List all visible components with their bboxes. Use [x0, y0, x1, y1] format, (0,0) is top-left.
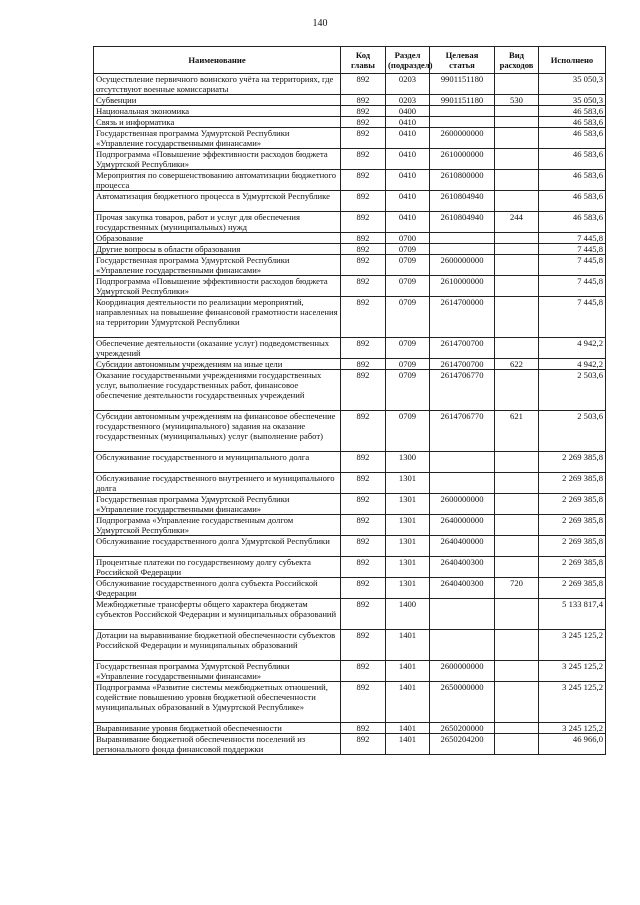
- budget-execution-table: [93, 46, 606, 755]
- cell-executed: 35 050,3: [539, 74, 606, 95]
- table-row: [94, 338, 606, 359]
- cell-section: 1401: [386, 734, 430, 755]
- cell-code: 892: [341, 599, 386, 630]
- table-row: [94, 734, 606, 755]
- cell-target: 2640400000: [430, 536, 495, 557]
- cell-section: 0709: [386, 255, 430, 276]
- cell-kind: [495, 630, 539, 661]
- cell-code: 892: [341, 338, 386, 359]
- cell-section: 1301: [386, 578, 430, 599]
- cell-section: 1401: [386, 723, 430, 734]
- table-row: [94, 297, 606, 338]
- cell-code: 892: [341, 297, 386, 338]
- cell-section: 1401: [386, 682, 430, 723]
- cell-name: Обеспечение деятельности (оказание услуг) подведомственных учреждений: [94, 338, 341, 359]
- cell-name: Государственная программа Удмуртской Республики «Управление государственными финансами»: [94, 255, 341, 276]
- cell-kind: [495, 536, 539, 557]
- cell-name: Координация деятельности по реализации мероприятий, направленных на повышение финансовой грамотности населения на территории Удмуртской Республики: [94, 297, 341, 338]
- cell-target: 2610800000: [430, 170, 495, 191]
- table-row: [94, 106, 606, 117]
- table-row: [94, 370, 606, 411]
- cell-executed: 2 269 385,8: [539, 494, 606, 515]
- cell-name: Обслуживание государственного долга Удмуртской Республики: [94, 536, 341, 557]
- cell-code: 892: [341, 212, 386, 233]
- table-row: [94, 170, 606, 191]
- cell-code: 892: [341, 411, 386, 452]
- cell-target: [430, 599, 495, 630]
- cell-executed: 46 583,6: [539, 191, 606, 212]
- cell-executed: 2 269 385,8: [539, 557, 606, 578]
- cell-target: 2600000000: [430, 661, 495, 682]
- cell-executed: 5 133 817,4: [539, 599, 606, 630]
- cell-kind: [495, 170, 539, 191]
- cell-executed: 46 583,6: [539, 149, 606, 170]
- cell-name: Мероприятия по совершенствованию автоматизации бюджетного процесса: [94, 170, 341, 191]
- cell-target: 2640000000: [430, 515, 495, 536]
- cell-section: 0410: [386, 149, 430, 170]
- table-row: [94, 411, 606, 452]
- table-row: [94, 191, 606, 212]
- cell-executed: 3 245 125,2: [539, 723, 606, 734]
- cell-executed: 2 503,6: [539, 370, 606, 411]
- cell-kind: [495, 723, 539, 734]
- cell-section: 0410: [386, 170, 430, 191]
- cell-target: 2600000000: [430, 128, 495, 149]
- cell-kind: 530: [495, 95, 539, 106]
- cell-target: 2614700700: [430, 359, 495, 370]
- cell-section: 0203: [386, 74, 430, 95]
- cell-name: Подпрограмма «Управление государственным долгом Удмуртской Республики»: [94, 515, 341, 536]
- cell-section: 1301: [386, 494, 430, 515]
- cell-kind: [495, 599, 539, 630]
- table-row: [94, 682, 606, 723]
- cell-code: 892: [341, 191, 386, 212]
- cell-target: 2600000000: [430, 494, 495, 515]
- table-row: [94, 128, 606, 149]
- cell-name: Обслуживание государственного внутреннего и муниципального долга: [94, 473, 341, 494]
- cell-target: 2614706770: [430, 370, 495, 411]
- cell-kind: [495, 233, 539, 244]
- cell-name: Прочая закупка товаров, работ и услуг для обеспечения государственных (муниципальных) нужд: [94, 212, 341, 233]
- table-row: [94, 473, 606, 494]
- cell-section: 0410: [386, 117, 430, 128]
- cell-section: 0709: [386, 338, 430, 359]
- cell-kind: [495, 370, 539, 411]
- cell-target: 2600000000: [430, 255, 495, 276]
- cell-target: 2614700700: [430, 338, 495, 359]
- cell-code: 892: [341, 233, 386, 244]
- cell-code: 892: [341, 276, 386, 297]
- table-body: [94, 74, 606, 755]
- cell-code: 892: [341, 723, 386, 734]
- table-row: [94, 117, 606, 128]
- cell-code: 892: [341, 149, 386, 170]
- cell-target: [430, 630, 495, 661]
- cell-section: 1301: [386, 473, 430, 494]
- cell-target: 2614700000: [430, 297, 495, 338]
- cell-name: Субсидии автономным учреждениям на иные цели: [94, 359, 341, 370]
- cell-section: 0400: [386, 106, 430, 117]
- table-row: [94, 359, 606, 370]
- cell-executed: 7 445,8: [539, 255, 606, 276]
- cell-section: 0709: [386, 244, 430, 255]
- cell-kind: [495, 117, 539, 128]
- cell-section: 0410: [386, 191, 430, 212]
- cell-name: Процентные платежи по государственному долгу субъекта Российской Федерации: [94, 557, 341, 578]
- cell-executed: 2 269 385,8: [539, 536, 606, 557]
- cell-executed: 2 503,6: [539, 411, 606, 452]
- cell-executed: 7 445,8: [539, 276, 606, 297]
- cell-executed: 4 942,2: [539, 359, 606, 370]
- cell-executed: 46 583,6: [539, 128, 606, 149]
- table-row: [94, 276, 606, 297]
- table-row: [94, 630, 606, 661]
- table-row: [94, 255, 606, 276]
- cell-executed: 2 269 385,8: [539, 578, 606, 599]
- cell-executed: 46 583,6: [539, 117, 606, 128]
- cell-name: Обслуживание государственного и муниципального долга: [94, 452, 341, 473]
- cell-target: 2610000000: [430, 149, 495, 170]
- cell-kind: [495, 452, 539, 473]
- cell-kind: [495, 128, 539, 149]
- header-section: Раздел (подраздел): [386, 47, 430, 74]
- cell-name: Субвенции: [94, 95, 341, 106]
- header-code: Код главы: [341, 47, 386, 74]
- cell-target: 2650204200: [430, 734, 495, 755]
- cell-code: 892: [341, 117, 386, 128]
- cell-executed: 3 245 125,2: [539, 661, 606, 682]
- table-row: [94, 212, 606, 233]
- cell-section: 1301: [386, 515, 430, 536]
- cell-target: 2640400300: [430, 557, 495, 578]
- cell-kind: [495, 74, 539, 95]
- table-row: [94, 557, 606, 578]
- table-row: [94, 149, 606, 170]
- cell-code: 892: [341, 452, 386, 473]
- cell-name: Национальная экономика: [94, 106, 341, 117]
- cell-kind: 621: [495, 411, 539, 452]
- header-kind: Вид расходов: [495, 47, 539, 74]
- cell-kind: 622: [495, 359, 539, 370]
- cell-name: Обслуживание государственного долга субъекта Российской Федерации: [94, 578, 341, 599]
- header-target: Целевая статья: [430, 47, 495, 74]
- cell-section: 1400: [386, 599, 430, 630]
- cell-name: Подпрограмма «Повышение эффективности расходов бюджета Удмуртской Республики»: [94, 276, 341, 297]
- cell-name: Государственная программа Удмуртской Республики «Управление государственными финансами»: [94, 661, 341, 682]
- cell-section: 1401: [386, 661, 430, 682]
- cell-code: 892: [341, 515, 386, 536]
- cell-code: 892: [341, 74, 386, 95]
- cell-code: 892: [341, 682, 386, 723]
- cell-code: 892: [341, 661, 386, 682]
- cell-kind: [495, 255, 539, 276]
- cell-code: 892: [341, 473, 386, 494]
- cell-target: 9901151180: [430, 74, 495, 95]
- cell-name: Государственная программа Удмуртской Республики «Управление государственными финансами»: [94, 128, 341, 149]
- cell-code: 892: [341, 734, 386, 755]
- cell-name: Выравнивание уровня бюджетной обеспеченности: [94, 723, 341, 734]
- cell-target: [430, 473, 495, 494]
- cell-kind: [495, 276, 539, 297]
- cell-section: 1401: [386, 630, 430, 661]
- cell-section: 1301: [386, 536, 430, 557]
- table-row: [94, 233, 606, 244]
- cell-executed: 2 269 385,8: [539, 452, 606, 473]
- cell-section: 0709: [386, 411, 430, 452]
- cell-executed: 46 583,6: [539, 170, 606, 191]
- cell-target: 2614706770: [430, 411, 495, 452]
- cell-kind: [495, 682, 539, 723]
- header-executed: Исполнено: [539, 47, 606, 74]
- cell-code: 892: [341, 106, 386, 117]
- cell-executed: 46 583,6: [539, 106, 606, 117]
- cell-executed: 4 942,2: [539, 338, 606, 359]
- cell-target: 2610000000: [430, 276, 495, 297]
- cell-name: Осуществление первичного воинского учёта на территориях, где отсутствуют военные комиссариаты: [94, 74, 341, 95]
- page-number: 140: [312, 18, 328, 29]
- cell-kind: [495, 473, 539, 494]
- cell-target: 2650000000: [430, 682, 495, 723]
- cell-executed: 7 445,8: [539, 297, 606, 338]
- cell-target: 2610804940: [430, 212, 495, 233]
- cell-code: 892: [341, 255, 386, 276]
- cell-name: Субсидии автономным учреждениям на финансовое обеспечение государственного (муниципального) задания на оказание государственных (муниципальных) услуг (выполнение работ): [94, 411, 341, 452]
- cell-executed: 46 966,0: [539, 734, 606, 755]
- cell-section: 0203: [386, 95, 430, 106]
- cell-code: 892: [341, 370, 386, 411]
- cell-kind: 244: [495, 212, 539, 233]
- cell-name: Другие вопросы в области образования: [94, 244, 341, 255]
- cell-kind: [495, 149, 539, 170]
- cell-name: Автоматизация бюджетного процесса в Удмуртской Республике: [94, 191, 341, 212]
- cell-executed: 7 445,8: [539, 244, 606, 255]
- cell-code: 892: [341, 630, 386, 661]
- cell-executed: 7 445,8: [539, 233, 606, 244]
- cell-executed: 46 583,6: [539, 212, 606, 233]
- cell-section: 0709: [386, 297, 430, 338]
- cell-kind: [495, 244, 539, 255]
- cell-name: Оказание государственными учреждениями государственных услуг, выполнение государственных работ, финансовое обеспечение деятельности государственных учреждений: [94, 370, 341, 411]
- cell-kind: 720: [495, 578, 539, 599]
- table-row: [94, 599, 606, 630]
- cell-executed: 35 050,3: [539, 95, 606, 106]
- cell-name: Государственная программа Удмуртской Республики «Управление государственными финансами»: [94, 494, 341, 515]
- cell-executed: 3 245 125,2: [539, 682, 606, 723]
- cell-section: 0410: [386, 128, 430, 149]
- cell-executed: 2 269 385,8: [539, 515, 606, 536]
- table-row: [94, 578, 606, 599]
- cell-kind: [495, 494, 539, 515]
- table-row: [94, 452, 606, 473]
- table-row: [94, 515, 606, 536]
- cell-section: 0700: [386, 233, 430, 244]
- cell-code: 892: [341, 170, 386, 191]
- table-row: [94, 723, 606, 734]
- cell-executed: 2 269 385,8: [539, 473, 606, 494]
- cell-section: 0709: [386, 276, 430, 297]
- cell-target: [430, 233, 495, 244]
- cell-code: 892: [341, 95, 386, 106]
- cell-code: 892: [341, 359, 386, 370]
- cell-target: 2650200000: [430, 723, 495, 734]
- cell-kind: [495, 734, 539, 755]
- cell-target: [430, 106, 495, 117]
- cell-code: 892: [341, 536, 386, 557]
- table-row: [94, 74, 606, 95]
- cell-section: 0410: [386, 212, 430, 233]
- cell-code: 892: [341, 494, 386, 515]
- cell-kind: [495, 106, 539, 117]
- cell-section: 0709: [386, 370, 430, 411]
- table-row: [94, 661, 606, 682]
- cell-name: Подпрограмма «Повышение эффективности расходов бюджета Удмуртской Республики»: [94, 149, 341, 170]
- cell-executed: 3 245 125,2: [539, 630, 606, 661]
- table-row: [94, 494, 606, 515]
- cell-section: 0709: [386, 359, 430, 370]
- table-row: [94, 536, 606, 557]
- cell-name: Дотации на выравнивание бюджетной обеспеченности субъектов Российской Федерации и муниципальных образований: [94, 630, 341, 661]
- table-header-row: [94, 47, 606, 74]
- cell-name: Образование: [94, 233, 341, 244]
- cell-name: Выравнивание бюджетной обеспеченности поселений из регионального фонда финансовой поддержки: [94, 734, 341, 755]
- cell-target: [430, 117, 495, 128]
- cell-kind: [495, 191, 539, 212]
- cell-target: [430, 452, 495, 473]
- cell-name: Межбюджетные трансферты общего характера бюджетам субъектов Российской Федерации и муниципальных образований: [94, 599, 341, 630]
- cell-section: 1301: [386, 557, 430, 578]
- cell-kind: [495, 557, 539, 578]
- cell-kind: [495, 515, 539, 536]
- cell-kind: [495, 297, 539, 338]
- cell-target: 2640400300: [430, 578, 495, 599]
- cell-code: 892: [341, 578, 386, 599]
- cell-target: 9901151180: [430, 95, 495, 106]
- cell-name: Подпрограмма «Развитие системы межбюджетных отношений, содействие повышению уровня бюджетной обеспеченности муниципальных образований в Удмуртской Республике»: [94, 682, 341, 723]
- table-row: [94, 244, 606, 255]
- cell-section: 1300: [386, 452, 430, 473]
- cell-code: 892: [341, 128, 386, 149]
- cell-name: Связь и информатика: [94, 117, 341, 128]
- table-row: [94, 95, 606, 106]
- cell-target: [430, 244, 495, 255]
- cell-code: 892: [341, 557, 386, 578]
- cell-kind: [495, 338, 539, 359]
- header-name: Наименование: [94, 47, 341, 74]
- cell-kind: [495, 661, 539, 682]
- cell-code: 892: [341, 244, 386, 255]
- cell-target: 2610804940: [430, 191, 495, 212]
